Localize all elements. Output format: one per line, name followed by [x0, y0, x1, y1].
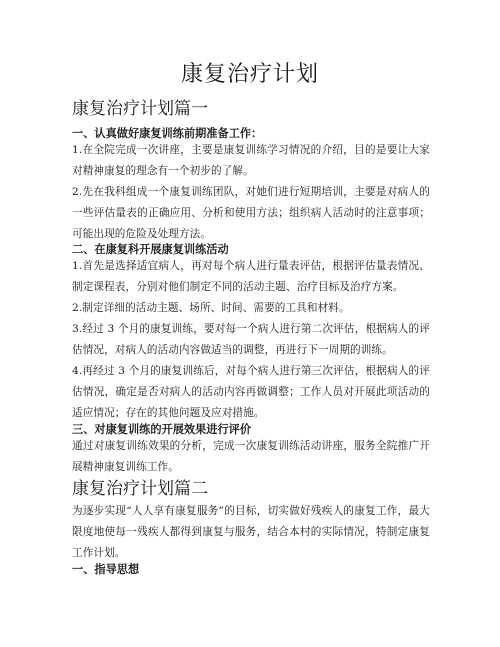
paragraph-2-intro: 为逐步实现“人人享有康复服务”的目标，切实做好残疾人的康复工作，最大限度地使每一残疾人都得到康复与服务，结合本村的实际情况，特制定康复工作计划。 [72, 505, 430, 559]
paragraph-1-2-2: 2.制定详细的活动主题、场所、时间、需要的工具和材料。 [72, 302, 350, 314]
part-heading-2-1: 一、指导思想 [72, 563, 140, 576]
paragraph-1-2-3: 3.经过 3 个月的康复训练，要对每一个病人进行第二次评估，根据病人的评估情况，对病人的活动内容做适当的调整，再进行下一周期的训练。 [72, 323, 430, 356]
paragraph-1-2-1: 1.首先是选择适宜病人，再对每个病人进行量表评估，根据评估量表情况、制定课程表，分别对他们制定不同的活动主题、治疗目标及治疗方案。 [72, 260, 430, 293]
part-heading-1-2: 二、在康复科开展康复训练活动 [72, 243, 229, 256]
paragraph-1-2-4: 4.再经过 3 个月的康复训练后，对每个病人进行第三次评估，根据病人的评估情况，确定是否对病人的活动内容再做调整；工作人员对开展此项活动的适应情况；存在的其他问题及应对措施。 [72, 365, 430, 419]
document-title: 康复治疗计划 [180, 62, 319, 87]
paragraph-1-3-1: 通过对康复训练效果的分析，完成一次康复训练活动讲座，服务全院推广开展精神康复训练工作。 [72, 440, 430, 473]
part-heading-1-3: 三、对康复训练的开展效果进行评价 [72, 423, 252, 436]
paragraph-1-1-2: 2.先在我科组成一个康复训练团队，对她们进行短期培训，主要是对病人的一些评估量表的正确应用、分析和使用方法；组织病人活动时的注意事项；可能出现的危险及处理方法。 [72, 186, 430, 240]
section-heading-1: 康复治疗计划篇一 [72, 99, 208, 119]
paragraph-1-1-1: 1.在全院完成一次讲座，主要是康复训练学习情况的介绍，目的是要让大家对精神康复的理念有一个初步的了解。 [72, 144, 430, 177]
section-heading-2: 康复治疗计划篇二 [72, 479, 208, 499]
part-heading-1-1: 一、认真做好康复训练前期准备工作： [72, 127, 263, 140]
